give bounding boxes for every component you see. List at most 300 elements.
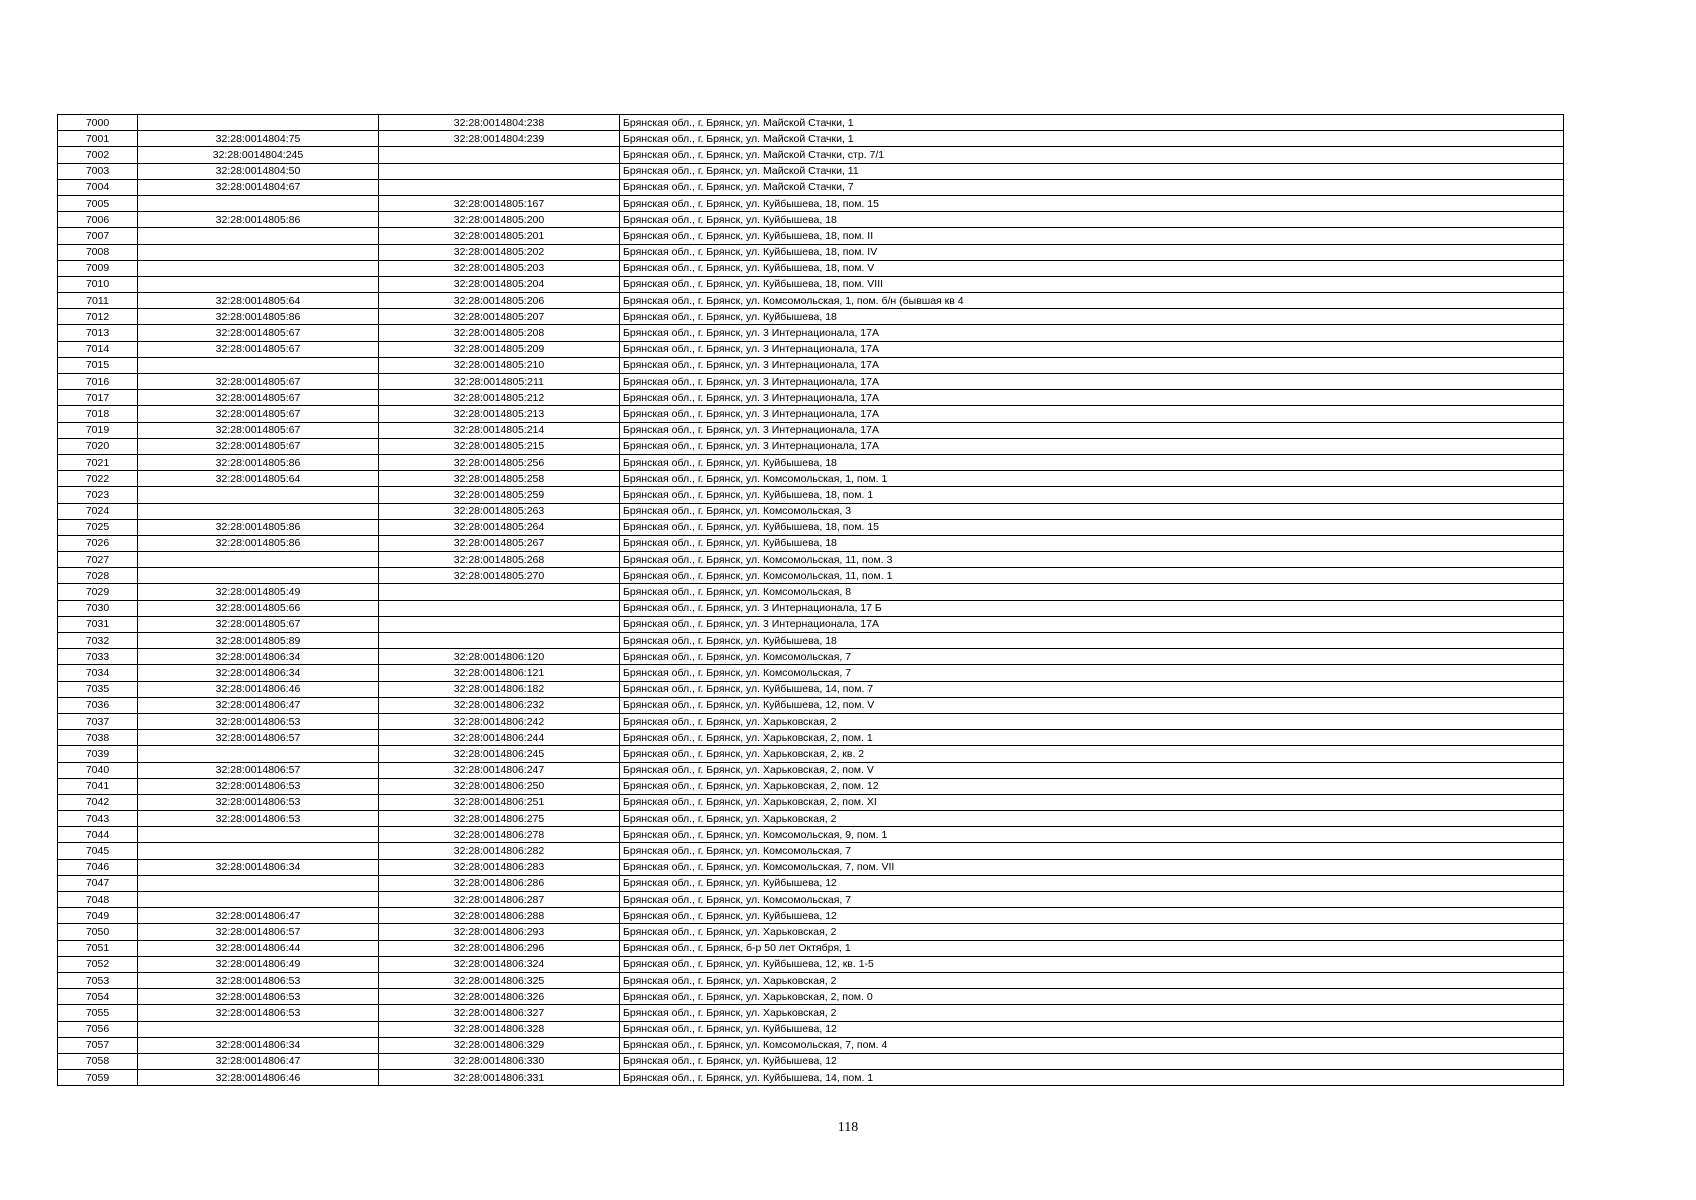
cadastral-number-cell: 32:28:0014806:53 <box>138 778 379 794</box>
object-cadastral-number-cell: 32:28:0014806:232 <box>379 697 620 713</box>
address-cell: Брянская обл., г. Брянск, ул. 3 Интернационала, 17А <box>620 616 1564 632</box>
address-cell: Брянская обл., г. Брянск, ул. Харьковская, 2, пом. 1 <box>620 730 1564 746</box>
cadastral-number-cell: 32:28:0014805:67 <box>138 390 379 406</box>
object-cadastral-number-cell: 32:28:0014804:238 <box>379 115 620 131</box>
cadastral-number-cell: 32:28:0014806:34 <box>138 1037 379 1053</box>
row-number-cell: 7058 <box>58 1053 138 1069</box>
cadastral-number-cell: 32:28:0014805:67 <box>138 374 379 390</box>
object-cadastral-number-cell: 32:28:0014806:121 <box>379 665 620 681</box>
address-cell: Брянская обл., г. Брянск, ул. Куйбышева, 18, пом. V <box>620 260 1564 276</box>
row-number-cell: 7027 <box>58 552 138 568</box>
address-cell: Брянская обл., г. Брянск, ул. Майской Стачки, 11 <box>620 163 1564 179</box>
object-cadastral-number-cell: 32:28:0014805:202 <box>379 244 620 260</box>
cadastral-number-cell <box>138 892 379 908</box>
object-cadastral-number-cell: 32:28:0014806:244 <box>379 730 620 746</box>
object-cadastral-number-cell: 32:28:0014806:282 <box>379 843 620 859</box>
object-cadastral-number-cell: 32:28:0014806:247 <box>379 762 620 778</box>
address-cell: Брянская обл., г. Брянск, ул. Куйбышева, 18, пом. II <box>620 228 1564 244</box>
page-number: 118 <box>837 1120 859 1135</box>
address-cell: Брянская обл., г. Брянск, ул. Комсомольская, 7, пом. 4 <box>620 1037 1564 1053</box>
row-number-cell: 7005 <box>58 195 138 211</box>
address-cell: Брянская обл., г. Брянск, ул. Куйбышева, 12 <box>620 1021 1564 1037</box>
table-row <box>58 924 1564 940</box>
cadastral-number-cell: 32:28:0014805:67 <box>138 616 379 632</box>
row-number-cell: 7034 <box>58 665 138 681</box>
object-cadastral-number-cell: 32:28:0014805:214 <box>379 422 620 438</box>
table-row <box>58 972 1564 988</box>
cadastral-number-cell: 32:28:0014806:47 <box>138 697 379 713</box>
object-cadastral-number-cell: 32:28:0014805:210 <box>379 357 620 373</box>
row-number-cell: 7019 <box>58 422 138 438</box>
table-row <box>58 406 1564 422</box>
address-cell: Брянская обл., г. Брянск, ул. Куйбышева, 18, пом. 15 <box>620 519 1564 535</box>
address-cell: Брянская обл., г. Брянск, ул. Куйбышева, 12 <box>620 908 1564 924</box>
row-number-cell: 7007 <box>58 228 138 244</box>
table-row <box>58 293 1564 309</box>
address-cell: Брянская обл., г. Брянск, ул. Комсомольская, 11, пом. 3 <box>620 552 1564 568</box>
address-cell: Брянская обл., г. Брянск, ул. Харьковская, 2, пом. 12 <box>620 778 1564 794</box>
address-cell: Брянская обл., г. Брянск, ул. Куйбышева, 12 <box>620 875 1564 891</box>
row-number-cell: 7009 <box>58 260 138 276</box>
row-number-cell: 7032 <box>58 633 138 649</box>
registry-table <box>57 114 1564 1086</box>
object-cadastral-number-cell: 32:28:0014806:278 <box>379 827 620 843</box>
table-row <box>58 325 1564 341</box>
table-row <box>58 697 1564 713</box>
row-number-cell: 7002 <box>58 147 138 163</box>
cadastral-number-cell: 32:28:0014806:47 <box>138 908 379 924</box>
address-cell: Брянская обл., г. Брянск, ул. Комсомольская, 1, пом. б/н (бывшая кв 4 <box>620 293 1564 309</box>
row-number-cell: 7016 <box>58 374 138 390</box>
object-cadastral-number-cell: 32:28:0014805:264 <box>379 519 620 535</box>
row-number-cell: 7001 <box>58 131 138 147</box>
cadastral-number-cell: 32:28:0014804:245 <box>138 147 379 163</box>
object-cadastral-number-cell: 32:28:0014806:326 <box>379 989 620 1005</box>
address-cell: Брянская обл., г. Брянск, ул. Куйбышева, 12 <box>620 1053 1564 1069</box>
cadastral-number-cell <box>138 746 379 762</box>
cadastral-number-cell <box>138 357 379 373</box>
address-cell: Брянская обл., г. Брянск, ул. Куйбышева, 18 <box>620 454 1564 470</box>
cadastral-number-cell: 32:28:0014805:86 <box>138 212 379 228</box>
object-cadastral-number-cell <box>379 147 620 163</box>
row-number-cell: 7056 <box>58 1021 138 1037</box>
table-row <box>58 276 1564 292</box>
row-number-cell: 7021 <box>58 454 138 470</box>
address-cell: Брянская обл., г. Брянск, ул. Комсомольская, 1, пом. 1 <box>620 471 1564 487</box>
cadastral-number-cell: 32:28:0014805:86 <box>138 519 379 535</box>
row-number-cell: 7036 <box>58 697 138 713</box>
object-cadastral-number-cell: 32:28:0014805:203 <box>379 260 620 276</box>
table-row <box>58 195 1564 211</box>
table-row <box>58 471 1564 487</box>
table-row <box>58 487 1564 503</box>
table-row <box>58 390 1564 406</box>
table-row <box>58 147 1564 163</box>
table-row <box>58 1070 1564 1086</box>
object-cadastral-number-cell: 32:28:0014806:328 <box>379 1021 620 1037</box>
object-cadastral-number-cell: 32:28:0014806:288 <box>379 908 620 924</box>
object-cadastral-number-cell: 32:28:0014805:268 <box>379 552 620 568</box>
object-cadastral-number-cell <box>379 163 620 179</box>
table-row <box>58 179 1564 195</box>
object-cadastral-number-cell: 32:28:0014806:331 <box>379 1070 620 1086</box>
table-row <box>58 212 1564 228</box>
row-number-cell: 7003 <box>58 163 138 179</box>
table-row <box>58 956 1564 972</box>
object-cadastral-number-cell: 32:28:0014805:215 <box>379 438 620 454</box>
object-cadastral-number-cell: 32:28:0014806:330 <box>379 1053 620 1069</box>
table-row <box>58 1005 1564 1021</box>
row-number-cell: 7054 <box>58 989 138 1005</box>
table-row <box>58 309 1564 325</box>
table-row <box>58 665 1564 681</box>
object-cadastral-number-cell: 32:28:0014805:167 <box>379 195 620 211</box>
address-cell: Брянская обл., г. Брянск, ул. Комсомольская, 7 <box>620 843 1564 859</box>
table-row <box>58 341 1564 357</box>
table-row <box>58 600 1564 616</box>
registry-table-body <box>58 115 1564 1086</box>
row-number-cell: 7041 <box>58 778 138 794</box>
object-cadastral-number-cell: 32:28:0014805:256 <box>379 454 620 470</box>
address-cell: Брянская обл., г. Брянск, б-р 50 лет Октября, 1 <box>620 940 1564 956</box>
row-number-cell: 7055 <box>58 1005 138 1021</box>
object-cadastral-number-cell: 32:28:0014805:201 <box>379 228 620 244</box>
cadastral-number-cell: 32:28:0014806:44 <box>138 940 379 956</box>
table-row <box>58 244 1564 260</box>
cadastral-number-cell: 32:28:0014804:75 <box>138 131 379 147</box>
cadastral-number-cell: 32:28:0014804:67 <box>138 179 379 195</box>
address-cell: Брянская обл., г. Брянск, ул. 3 Интернационала, 17А <box>620 390 1564 406</box>
table-row <box>58 649 1564 665</box>
table-row <box>58 616 1564 632</box>
address-cell: Брянская обл., г. Брянск, ул. Майской Стачки, стр. 7/1 <box>620 147 1564 163</box>
object-cadastral-number-cell: 32:28:0014805:259 <box>379 487 620 503</box>
row-number-cell: 7004 <box>58 179 138 195</box>
row-number-cell: 7047 <box>58 875 138 891</box>
address-cell: Брянская обл., г. Брянск, ул. Куйбышева, 18 <box>620 309 1564 325</box>
address-cell: Брянская обл., г. Брянск, ул. Харьковская, 2 <box>620 811 1564 827</box>
table-row <box>58 568 1564 584</box>
object-cadastral-number-cell: 32:28:0014805:204 <box>379 276 620 292</box>
cadastral-number-cell: 32:28:0014805:67 <box>138 438 379 454</box>
table-row <box>58 1021 1564 1037</box>
address-cell: Брянская обл., г. Брянск, ул. 3 Интернационала, 17А <box>620 374 1564 390</box>
object-cadastral-number-cell: 32:28:0014805:267 <box>379 535 620 551</box>
table-row <box>58 843 1564 859</box>
address-cell: Брянская обл., г. Брянск, ул. Комсомольская, 7 <box>620 649 1564 665</box>
row-number-cell: 7015 <box>58 357 138 373</box>
cadastral-number-cell: 32:28:0014806:49 <box>138 956 379 972</box>
address-cell: Брянская обл., г. Брянск, ул. Харьковская, 2, кв. 2 <box>620 746 1564 762</box>
cadastral-number-cell: 32:28:0014806:53 <box>138 811 379 827</box>
address-cell: Брянская обл., г. Брянск, ул. Харьковская, 2 <box>620 713 1564 729</box>
row-number-cell: 7024 <box>58 503 138 519</box>
cadastral-number-cell <box>138 552 379 568</box>
row-number-cell: 7045 <box>58 843 138 859</box>
address-cell: Брянская обл., г. Брянск, ул. 3 Интернационала, 17А <box>620 438 1564 454</box>
cadastral-number-cell: 32:28:0014806:53 <box>138 1005 379 1021</box>
table-row <box>58 713 1564 729</box>
row-number-cell: 7012 <box>58 309 138 325</box>
row-number-cell: 7026 <box>58 535 138 551</box>
table-row <box>58 519 1564 535</box>
object-cadastral-number-cell: 32:28:0014806:324 <box>379 956 620 972</box>
object-cadastral-number-cell: 32:28:0014805:263 <box>379 503 620 519</box>
address-cell: Брянская обл., г. Брянск, ул. Харьковская, 2, пом. 0 <box>620 989 1564 1005</box>
object-cadastral-number-cell: 32:28:0014805:200 <box>379 212 620 228</box>
row-number-cell: 7057 <box>58 1037 138 1053</box>
table-row <box>58 794 1564 810</box>
object-cadastral-number-cell: 32:28:0014805:212 <box>379 390 620 406</box>
object-cadastral-number-cell <box>379 600 620 616</box>
row-number-cell: 7030 <box>58 600 138 616</box>
object-cadastral-number-cell: 32:28:0014805:213 <box>379 406 620 422</box>
row-number-cell: 7039 <box>58 746 138 762</box>
row-number-cell: 7029 <box>58 584 138 600</box>
cadastral-number-cell: 32:28:0014806:53 <box>138 713 379 729</box>
object-cadastral-number-cell <box>379 616 620 632</box>
address-cell: Брянская обл., г. Брянск, ул. Куйбышева, 18, пом. VIII <box>620 276 1564 292</box>
cadastral-number-cell <box>138 827 379 843</box>
object-cadastral-number-cell: 32:28:0014805:208 <box>379 325 620 341</box>
row-number-cell: 7040 <box>58 762 138 778</box>
table-row <box>58 260 1564 276</box>
row-number-cell: 7033 <box>58 649 138 665</box>
address-cell: Брянская обл., г. Брянск, ул. Харьковская, 2, пом. V <box>620 762 1564 778</box>
row-number-cell: 7043 <box>58 811 138 827</box>
table-row <box>58 811 1564 827</box>
table-row <box>58 374 1564 390</box>
table-row <box>58 357 1564 373</box>
table-row <box>58 908 1564 924</box>
cadastral-number-cell: 32:28:0014806:53 <box>138 989 379 1005</box>
row-number-cell: 7020 <box>58 438 138 454</box>
cadastral-number-cell: 32:28:0014805:67 <box>138 422 379 438</box>
cadastral-number-cell <box>138 1021 379 1037</box>
address-cell: Брянская обл., г. Брянск, ул. Харьковская, 2, пом. XI <box>620 794 1564 810</box>
table-row <box>58 1053 1564 1069</box>
cadastral-number-cell: 32:28:0014806:57 <box>138 762 379 778</box>
row-number-cell: 7028 <box>58 568 138 584</box>
table-row <box>58 115 1564 131</box>
address-cell: Брянская обл., г. Брянск, ул. Комсомольская, 11, пом. 1 <box>620 568 1564 584</box>
table-row <box>58 940 1564 956</box>
cadastral-number-cell: 32:28:0014806:53 <box>138 794 379 810</box>
address-cell: Брянская обл., г. Брянск, ул. Майской Стачки, 7 <box>620 179 1564 195</box>
row-number-cell: 7044 <box>58 827 138 843</box>
cadastral-number-cell: 32:28:0014805:64 <box>138 293 379 309</box>
table-row <box>58 859 1564 875</box>
table-row <box>58 535 1564 551</box>
address-cell: Брянская обл., г. Брянск, ул. Майской Стачки, 1 <box>620 131 1564 147</box>
cadastral-number-cell: 32:28:0014805:49 <box>138 584 379 600</box>
cadastral-number-cell: 32:28:0014806:57 <box>138 924 379 940</box>
row-number-cell: 7013 <box>58 325 138 341</box>
object-cadastral-number-cell: 32:28:0014806:286 <box>379 875 620 891</box>
object-cadastral-number-cell: 32:28:0014806:250 <box>379 778 620 794</box>
object-cadastral-number-cell: 32:28:0014806:182 <box>379 681 620 697</box>
row-number-cell: 7037 <box>58 713 138 729</box>
table-row <box>58 552 1564 568</box>
row-number-cell: 7023 <box>58 487 138 503</box>
cadastral-number-cell <box>138 875 379 891</box>
cadastral-number-cell: 32:28:0014806:34 <box>138 859 379 875</box>
object-cadastral-number-cell: 32:28:0014805:207 <box>379 309 620 325</box>
row-number-cell: 7017 <box>58 390 138 406</box>
object-cadastral-number-cell: 32:28:0014806:325 <box>379 972 620 988</box>
table-row <box>58 422 1564 438</box>
address-cell: Брянская обл., г. Брянск, ул. Куйбышева, 14, пом. 1 <box>620 1070 1564 1086</box>
row-number-cell: 7059 <box>58 1070 138 1086</box>
cadastral-number-cell: 32:28:0014806:34 <box>138 649 379 665</box>
row-number-cell: 7050 <box>58 924 138 940</box>
table-row <box>58 875 1564 891</box>
row-number-cell: 7010 <box>58 276 138 292</box>
cadastral-number-cell <box>138 568 379 584</box>
table-row <box>58 584 1564 600</box>
row-number-cell: 7031 <box>58 616 138 632</box>
row-number-cell: 7038 <box>58 730 138 746</box>
address-cell: Брянская обл., г. Брянск, ул. Куйбышева, 18, пом. IV <box>620 244 1564 260</box>
row-number-cell: 7025 <box>58 519 138 535</box>
address-cell: Брянская обл., г. Брянск, ул. Куйбышева, 18 <box>620 212 1564 228</box>
row-number-cell: 7053 <box>58 972 138 988</box>
cadastral-number-cell <box>138 487 379 503</box>
object-cadastral-number-cell: 32:28:0014805:258 <box>379 471 620 487</box>
table-row <box>58 503 1564 519</box>
table-row <box>58 892 1564 908</box>
table-row <box>58 438 1564 454</box>
table-row <box>58 730 1564 746</box>
cadastral-number-cell: 32:28:0014806:57 <box>138 730 379 746</box>
row-number-cell: 7000 <box>58 115 138 131</box>
row-number-cell: 7022 <box>58 471 138 487</box>
object-cadastral-number-cell: 32:28:0014805:206 <box>379 293 620 309</box>
object-cadastral-number-cell <box>379 584 620 600</box>
address-cell: Брянская обл., г. Брянск, ул. Куйбышева, 14, пом. 7 <box>620 681 1564 697</box>
cadastral-number-cell <box>138 115 379 131</box>
address-cell: Брянская обл., г. Брянск, ул. 3 Интернационала, 17А <box>620 341 1564 357</box>
cadastral-number-cell: 32:28:0014805:67 <box>138 341 379 357</box>
cadastral-number-cell: 32:28:0014805:64 <box>138 471 379 487</box>
cadastral-number-cell <box>138 195 379 211</box>
row-number-cell: 7006 <box>58 212 138 228</box>
cadastral-number-cell: 32:28:0014804:50 <box>138 163 379 179</box>
table-row <box>58 778 1564 794</box>
address-cell: Брянская обл., г. Брянск, ул. 3 Интернационала, 17А <box>620 422 1564 438</box>
cadastral-number-cell: 32:28:0014805:66 <box>138 600 379 616</box>
address-cell: Брянская обл., г. Брянск, ул. 3 Интернационала, 17А <box>620 357 1564 373</box>
cadastral-number-cell: 32:28:0014806:46 <box>138 1070 379 1086</box>
address-cell: Брянская обл., г. Брянск, ул. 3 Интернационала, 17А <box>620 325 1564 341</box>
address-cell: Брянская обл., г. Брянск, ул. Комсомольская, 7 <box>620 665 1564 681</box>
address-cell: Брянская обл., г. Брянск, ул. Куйбышева, 18, пом. 1 <box>620 487 1564 503</box>
table-row <box>58 762 1564 778</box>
object-cadastral-number-cell: 32:28:0014806:327 <box>379 1005 620 1021</box>
address-cell: Брянская обл., г. Брянск, ул. Куйбышева, 12, пом. V <box>620 697 1564 713</box>
object-cadastral-number-cell: 32:28:0014806:120 <box>379 649 620 665</box>
address-cell: Брянская обл., г. Брянск, ул. 3 Интернационала, 17А <box>620 406 1564 422</box>
table-row <box>58 163 1564 179</box>
cadastral-number-cell: 32:28:0014805:86 <box>138 309 379 325</box>
row-number-cell: 7051 <box>58 940 138 956</box>
row-number-cell: 7018 <box>58 406 138 422</box>
table-row <box>58 1037 1564 1053</box>
row-number-cell: 7046 <box>58 859 138 875</box>
object-cadastral-number-cell: 32:28:0014806:242 <box>379 713 620 729</box>
table-row <box>58 989 1564 1005</box>
cadastral-number-cell <box>138 228 379 244</box>
address-cell: Брянская обл., г. Брянск, ул. Харьковская, 2 <box>620 972 1564 988</box>
cadastral-number-cell <box>138 276 379 292</box>
address-cell: Брянская обл., г. Брянск, ул. Комсомольская, 9, пом. 1 <box>620 827 1564 843</box>
object-cadastral-number-cell: 32:28:0014806:329 <box>379 1037 620 1053</box>
address-cell: Брянская обл., г. Брянск, ул. Куйбышева, 12, кв. 1-5 <box>620 956 1564 972</box>
address-cell: Брянская обл., г. Брянск, ул. Комсомольская, 3 <box>620 503 1564 519</box>
table-row <box>58 681 1564 697</box>
cadastral-number-cell: 32:28:0014805:86 <box>138 454 379 470</box>
cadastral-number-cell: 32:28:0014805:67 <box>138 406 379 422</box>
address-cell: Брянская обл., г. Брянск, ул. Куйбышева, 18 <box>620 633 1564 649</box>
row-number-cell: 7035 <box>58 681 138 697</box>
address-cell: Брянская обл., г. Брянск, ул. Харьковская, 2 <box>620 924 1564 940</box>
cadastral-number-cell <box>138 843 379 859</box>
object-cadastral-number-cell: 32:28:0014806:283 <box>379 859 620 875</box>
address-cell: Брянская обл., г. Брянск, ул. Майской Стачки, 1 <box>620 115 1564 131</box>
row-number-cell: 7048 <box>58 892 138 908</box>
address-cell: Брянская обл., г. Брянск, ул. 3 Интернационала, 17 Б <box>620 600 1564 616</box>
row-number-cell: 7052 <box>58 956 138 972</box>
address-cell: Брянская обл., г. Брянск, ул. Комсомольская, 7, пом. VII <box>620 859 1564 875</box>
address-cell: Брянская обл., г. Брянск, ул. Куйбышева, 18 <box>620 535 1564 551</box>
table-row <box>58 746 1564 762</box>
object-cadastral-number-cell: 32:28:0014806:245 <box>379 746 620 762</box>
table-row <box>58 228 1564 244</box>
row-number-cell: 7011 <box>58 293 138 309</box>
cadastral-number-cell: 32:28:0014805:89 <box>138 633 379 649</box>
address-cell: Брянская обл., г. Брянск, ул. Харьковская, 2 <box>620 1005 1564 1021</box>
table-row <box>58 827 1564 843</box>
cadastral-number-cell: 32:28:0014806:34 <box>138 665 379 681</box>
row-number-cell: 7049 <box>58 908 138 924</box>
cadastral-number-cell: 32:28:0014806:47 <box>138 1053 379 1069</box>
object-cadastral-number-cell: 32:28:0014806:251 <box>379 794 620 810</box>
row-number-cell: 7042 <box>58 794 138 810</box>
object-cadastral-number-cell: 32:28:0014806:275 <box>379 811 620 827</box>
table-row <box>58 454 1564 470</box>
object-cadastral-number-cell: 32:28:0014805:209 <box>379 341 620 357</box>
table-row <box>58 633 1564 649</box>
address-cell: Брянская обл., г. Брянск, ул. Куйбышева, 18, пом. 15 <box>620 195 1564 211</box>
cadastral-number-cell <box>138 260 379 276</box>
object-cadastral-number-cell: 32:28:0014804:239 <box>379 131 620 147</box>
cadastral-number-cell <box>138 244 379 260</box>
cadastral-number-cell: 32:28:0014806:46 <box>138 681 379 697</box>
cadastral-number-cell <box>138 503 379 519</box>
object-cadastral-number-cell: 32:28:0014806:296 <box>379 940 620 956</box>
cadastral-number-cell: 32:28:0014806:53 <box>138 972 379 988</box>
object-cadastral-number-cell: 32:28:0014805:211 <box>379 374 620 390</box>
object-cadastral-number-cell <box>379 633 620 649</box>
object-cadastral-number-cell <box>379 179 620 195</box>
row-number-cell: 7014 <box>58 341 138 357</box>
cadastral-number-cell: 32:28:0014805:86 <box>138 535 379 551</box>
object-cadastral-number-cell: 32:28:0014806:293 <box>379 924 620 940</box>
address-cell: Брянская обл., г. Брянск, ул. Комсомольская, 8 <box>620 584 1564 600</box>
address-cell: Брянская обл., г. Брянск, ул. Комсомольская, 7 <box>620 892 1564 908</box>
cadastral-number-cell: 32:28:0014805:67 <box>138 325 379 341</box>
table-row <box>58 131 1564 147</box>
